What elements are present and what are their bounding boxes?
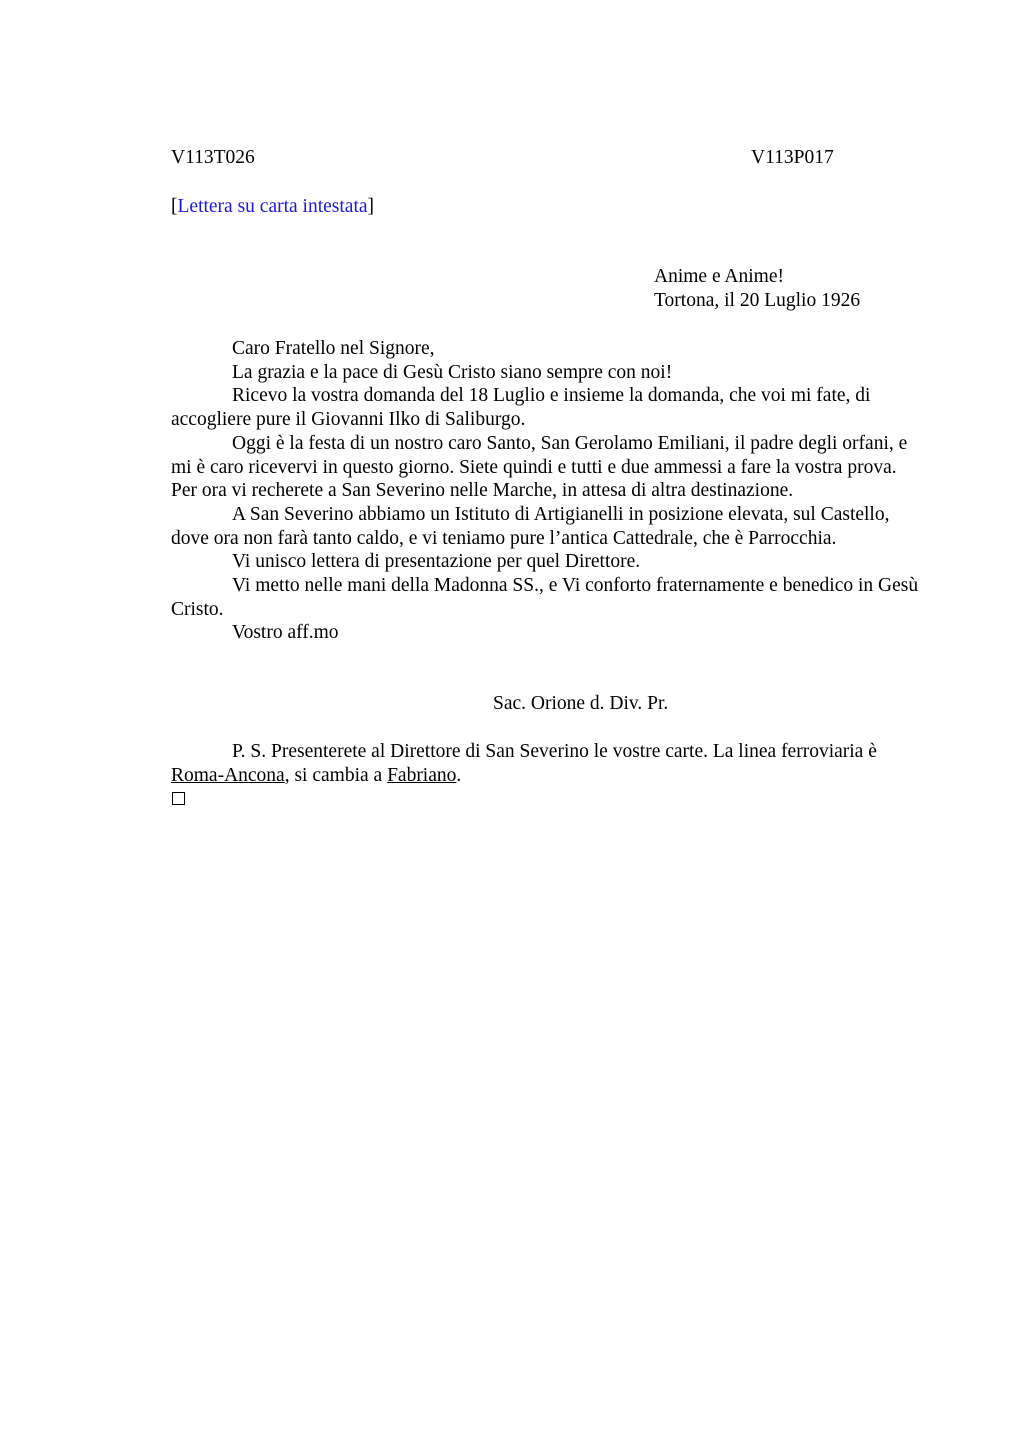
letter-body xyxy=(171,337,921,645)
postscript-text-before: P. S. Presenterete al Direttore di San Severino le vostre carte. La linea ferroviaria è xyxy=(232,741,877,762)
signature: Sac. Orione d. Div. Pr. xyxy=(493,693,669,714)
note-close-bracket: ] xyxy=(367,196,375,217)
place-date: Tortona, il 20 Luglio 1926 xyxy=(654,290,861,311)
letter-paragraph: Vi unisco lettera di presentazione per quel Direttore. xyxy=(232,551,641,573)
letter-paragraph: Oggi è la festa di un nostro caro Santo, San Gerolamo Emiliani, il padre degli orfani, e mi è caro ricevervi in questo giorno. Siete quindi e tutti e due ammessi a fare la vostra prova. Per ora vi recherete a San Severino nelle Marche, in attesa di altra destinazione. xyxy=(171,432,908,502)
letter-paragraph: A San Severino abbiamo un Istituto di Artigianelli in posizione elevata, sul Castello, dove ora non farà tanto caldo, e vi teniamo pure l’antica Cattedrale, che è Parrocchia. xyxy=(171,503,890,549)
motto: Anime e Anime! xyxy=(654,266,784,287)
letter-paragraph: Ricevo la vostra domanda del 18 Luglio e insieme la domanda, che voi mi fate, di accogliere pure il Giovanni Ilko di Saliburgo. xyxy=(171,385,871,431)
salutation: Caro Fratello nel Signore, xyxy=(232,338,435,359)
note-open-bracket: [ xyxy=(171,196,178,217)
document-code-left: V113T026 xyxy=(171,147,255,168)
station-name: Fabriano xyxy=(387,764,457,786)
postscript xyxy=(171,740,921,787)
closing: Vostro aff.mo xyxy=(232,622,339,644)
letter-paragraph: La grazia e la pace di Gesù Cristo siano sempre con noi! xyxy=(232,361,673,383)
postscript-text-middle: , si cambia a xyxy=(284,764,388,786)
document-code-right: V113P017 xyxy=(751,147,834,168)
postscript-paragraph xyxy=(171,740,921,787)
dateline xyxy=(654,265,860,313)
postscript-text-after: . xyxy=(456,764,462,786)
note-text: Lettera su carta intestata xyxy=(177,196,368,217)
square-outline-icon xyxy=(172,792,185,805)
letter-paragraph: Vi metto nelle mani della Madonna SS., e Vi conforto fraternamente e benedico in Gesù Cristo. xyxy=(171,575,919,620)
railway-line: Roma-Ancona xyxy=(171,764,285,786)
editorial-note xyxy=(171,195,374,219)
